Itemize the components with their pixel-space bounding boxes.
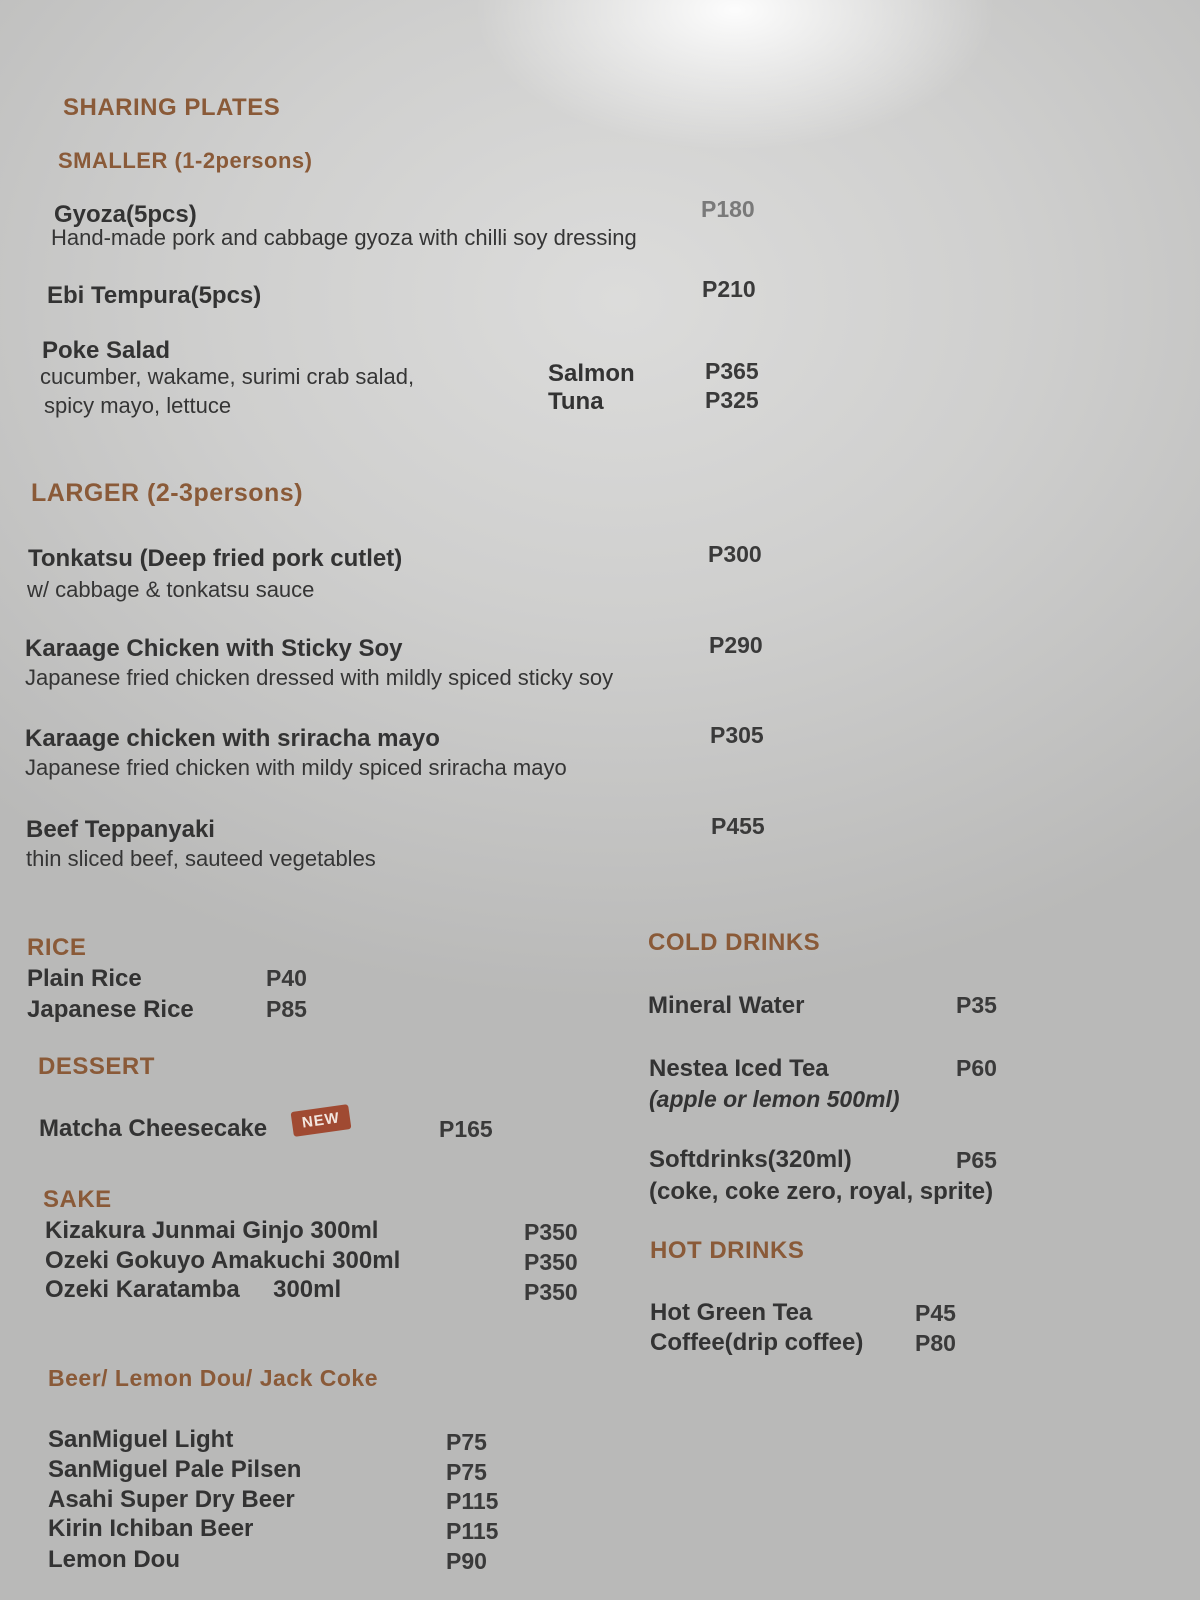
- beer-item-1-price: P75: [446, 1429, 487, 1455]
- mineral-water-price: P35: [956, 992, 997, 1018]
- beer-item-3-name: Asahi Super Dry Beer: [48, 1486, 295, 1513]
- beer-item-2-name: SanMiguel Pale Pilsen: [48, 1456, 302, 1483]
- karaage-sriracha-desc: Japanese fried chicken with mildy spiced sriracha mayo: [25, 755, 567, 780]
- beef-teppanyaki-name: Beef Teppanyaki: [26, 816, 215, 843]
- karaage-soy-price: P290: [709, 632, 763, 658]
- sake-item-1-name: Kizakura Junmai Ginjo 300ml: [45, 1217, 379, 1244]
- ebi-tempura-name: Ebi Tempura(5pcs): [47, 282, 262, 309]
- smaller-heading: SMALLER (1-2persons): [58, 148, 313, 173]
- plain-rice-price: P40: [266, 965, 307, 991]
- beer-item-2-price: P75: [446, 1459, 487, 1485]
- new-badge: NEW: [291, 1104, 352, 1137]
- karaage-soy-name: Karaage Chicken with Sticky Soy: [25, 635, 403, 662]
- beer-heading: Beer/ Lemon Dou/ Jack Coke: [48, 1365, 378, 1391]
- tonkatsu-name: Tonkatsu (Deep fried pork cutlet): [28, 545, 403, 572]
- gyoza-price: P180: [701, 196, 755, 222]
- poke-option-salmon: Salmon: [548, 360, 635, 387]
- coffee-price: P80: [915, 1330, 956, 1356]
- nestea-note: (apple or lemon 500ml): [649, 1086, 900, 1112]
- karaage-sriracha-price: P305: [710, 722, 764, 748]
- ebi-tempura-price: P210: [702, 276, 756, 302]
- sharing-plates-heading: SHARING PLATES: [63, 94, 281, 121]
- softdrinks-price: P65: [956, 1147, 997, 1173]
- rice-heading: RICE: [27, 934, 87, 961]
- sake-item-1-price: P350: [524, 1219, 578, 1245]
- poke-salad-desc-1: cucumber, wakame, surimi crab salad,: [40, 364, 415, 389]
- hot-green-tea-name: Hot Green Tea: [650, 1299, 813, 1326]
- karaage-soy-desc: Japanese fried chicken dressed with mildly spiced sticky soy: [25, 665, 614, 690]
- beer-item-4-name: Kirin Ichiban Beer: [48, 1515, 254, 1542]
- beer-item-5-name: Lemon Dou: [48, 1546, 180, 1573]
- tonkatsu-price: P300: [708, 541, 762, 567]
- beef-teppanyaki-price: P455: [711, 813, 765, 839]
- hot-green-tea-price: P45: [915, 1300, 956, 1326]
- dessert-heading: DESSERT: [38, 1053, 155, 1080]
- plain-rice-name: Plain Rice: [27, 965, 142, 992]
- sake-heading: SAKE: [43, 1186, 112, 1213]
- beer-item-1-name: SanMiguel Light: [48, 1426, 234, 1453]
- nestea-price: P60: [956, 1055, 997, 1081]
- mineral-water-name: Mineral Water: [648, 992, 805, 1019]
- karaage-sriracha-name: Karaage chicken with sriracha mayo: [25, 725, 440, 752]
- poke-salad-name: Poke Salad: [42, 337, 171, 364]
- matcha-cheesecake-price: P165: [439, 1116, 493, 1142]
- beer-item-4-price: P115: [446, 1518, 499, 1544]
- larger-heading: LARGER (2-3persons): [31, 479, 304, 507]
- gyoza-name: Gyoza(5pcs): [54, 201, 197, 228]
- sake-item-2-price: P350: [524, 1249, 578, 1275]
- japanese-rice-price: P85: [266, 996, 307, 1022]
- tonkatsu-desc: w/ cabbage & tonkatsu sauce: [27, 577, 315, 602]
- hot-drinks-heading: HOT DRINKS: [650, 1237, 805, 1264]
- sake-item-3-price: P350: [524, 1279, 578, 1305]
- beer-item-3-price: P115: [446, 1488, 499, 1514]
- cold-drinks-heading: COLD DRINKS: [648, 929, 821, 956]
- poke-salmon-price: P365: [705, 358, 759, 384]
- sake-item-3-name: Ozeki Karatamba 300ml: [45, 1276, 342, 1303]
- beef-teppanyaki-desc: thin sliced beef, sauteed vegetables: [26, 846, 376, 871]
- softdrinks-name: Softdrinks(320ml): [649, 1146, 852, 1173]
- matcha-cheesecake-name: Matcha Cheesecake: [39, 1115, 268, 1142]
- poke-salad-desc-2: spicy mayo, lettuce: [44, 393, 232, 418]
- gyoza-desc: Hand-made pork and cabbage gyoza with chilli soy dressing: [51, 225, 637, 250]
- nestea-name: Nestea Iced Tea: [649, 1055, 829, 1082]
- poke-tuna-price: P325: [705, 387, 759, 413]
- poke-option-tuna: Tuna: [548, 388, 604, 415]
- softdrinks-note: (coke, coke zero, royal, sprite): [649, 1178, 994, 1205]
- coffee-name: Coffee(drip coffee): [650, 1329, 864, 1356]
- beer-item-5-price: P90: [446, 1548, 487, 1574]
- sake-item-2-name: Ozeki Gokuyo Amakuchi 300ml: [45, 1247, 401, 1274]
- japanese-rice-name: Japanese Rice: [27, 996, 194, 1023]
